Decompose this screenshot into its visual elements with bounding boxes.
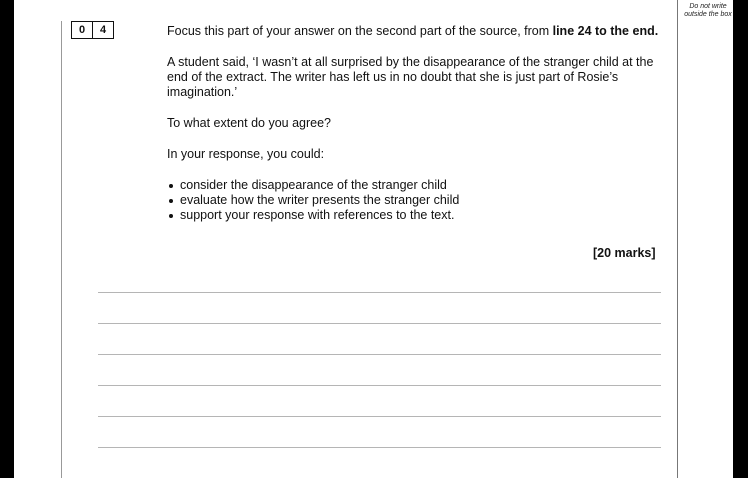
marks-label: [20 marks] bbox=[593, 246, 656, 260]
focus-instruction: Focus this part of your answer on the second part of the source, from line 24 to the end. bbox=[167, 24, 659, 38]
answer-line[interactable] bbox=[98, 447, 661, 448]
question-text: To what extent do you agree? bbox=[167, 116, 332, 130]
question-digit: 0 bbox=[78, 24, 86, 36]
question-digit: 4 bbox=[92, 22, 113, 38]
bullet-list bbox=[167, 178, 667, 223]
response-prompt: In your response, you could: bbox=[167, 147, 325, 161]
exam-page bbox=[14, 0, 733, 478]
margin-border bbox=[677, 0, 678, 478]
question-content bbox=[167, 24, 667, 231]
list-item: support your response with references to the text. bbox=[167, 208, 667, 223]
margin-note: Do not write outside the box bbox=[684, 3, 732, 18]
answer-line[interactable] bbox=[98, 385, 661, 386]
answer-line[interactable] bbox=[98, 416, 661, 417]
line-reference: line 24 to the end bbox=[552, 24, 655, 38]
answer-line[interactable] bbox=[98, 354, 661, 355]
student-statement: A student said, ‘I wasn’t at all surprised by the disappearance of the stranger child at the end of the extract. The writer has left us in no doubt that she is just part of Rosie’s imagination.’ bbox=[167, 55, 654, 99]
list-item: consider the disappearance of the stranger child bbox=[167, 178, 667, 193]
answer-line[interactable] bbox=[98, 323, 661, 324]
answer-line[interactable] bbox=[98, 292, 661, 293]
question-number-box bbox=[71, 21, 114, 39]
left-border bbox=[61, 21, 62, 478]
list-item: evaluate how the writer presents the stranger child bbox=[167, 193, 667, 208]
